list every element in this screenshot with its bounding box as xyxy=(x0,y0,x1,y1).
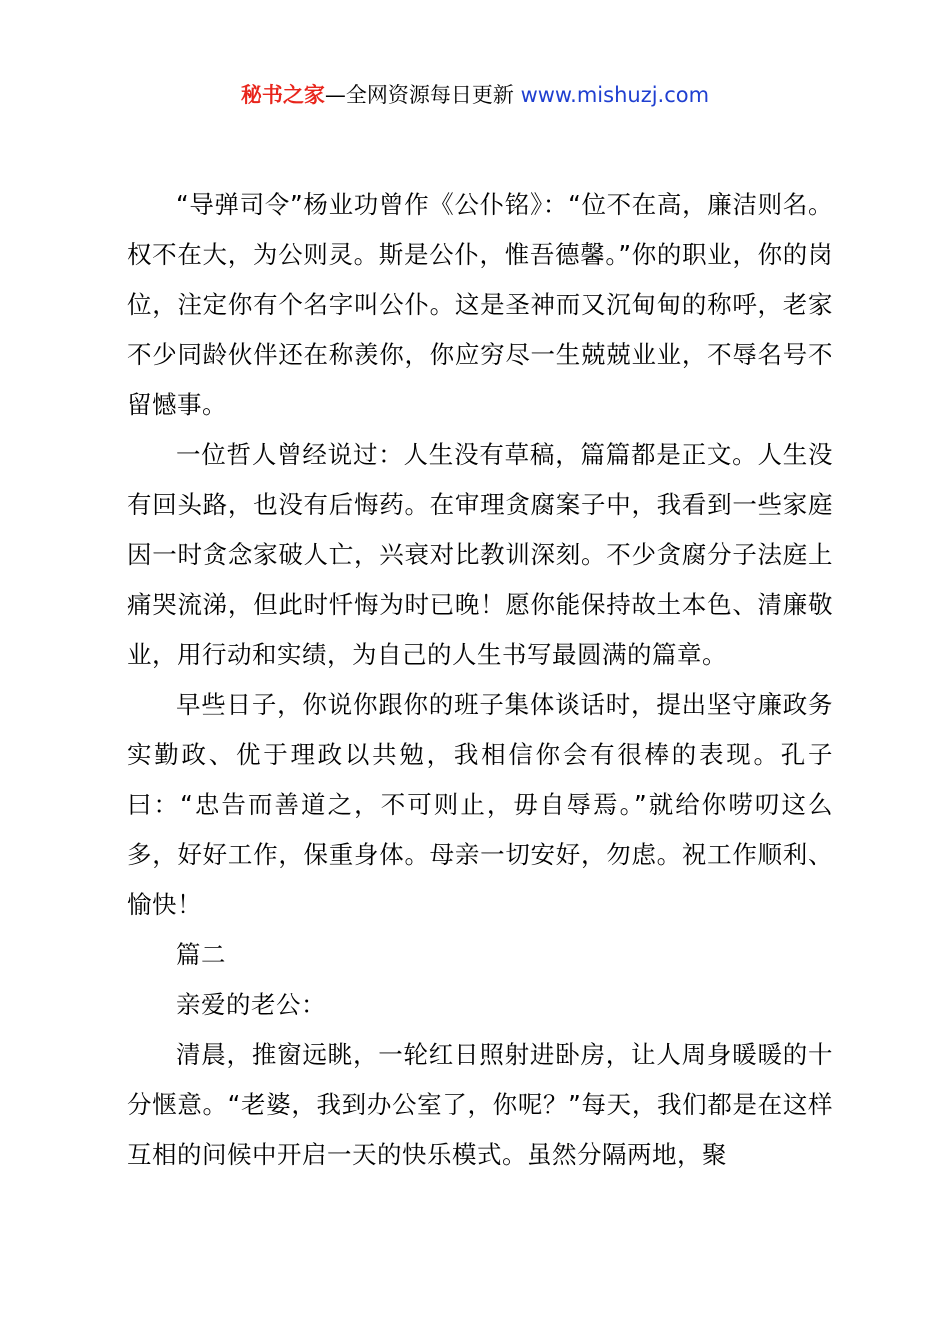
site-url-link[interactable]: www.mishuzj.com xyxy=(520,83,710,107)
body-paragraph: 一位哲人曾经说过：人生没有草稿，篇篇都是正文。人生没有回头路，也没有后悔药。在审理贪腐案子中，我看到一些家庭因一时贪念家破人亡，兴衰对比教训深刻。不少贪腐分子法庭上痛哭流涕，但此时忏悔为时已晚！愿你能保持故土本色、清廉敬业，用行动和实绩，为自己的人生书写最圆满的篇章。 xyxy=(127,440,833,669)
section-heading: 篇二 xyxy=(176,940,226,969)
body-paragraph: 清晨，推窗远眺，一轮红日照射进卧房，让人周身暖暖的十分惬意。“老婆，我到办公室了，你呢？”每天，我们都是在这样互相的问候中开启一天的快乐模式。虽然分隔两地，聚 xyxy=(127,1040,833,1169)
page-header xyxy=(0,80,950,110)
brand-name: 秘书之家 xyxy=(240,83,325,107)
letter-salutation: 亲爱的老公： xyxy=(176,990,326,1019)
body-paragraph: “导弹司令”杨业功曾作《公仆铭》：“位不在高，廉洁则名。权不在大，为公则灵。斯是公仆，惟吾德馨。”你的职业，你的岗位，注定你有个名字叫公仆。这是圣神而又沉甸甸的称呼，老家不少同龄伙伴还在称羡你，你应穷尽一生兢兢业业，不辱名号不留憾事。 xyxy=(127,190,833,419)
body-paragraph: 早些日子，你说你跟你的班子集体谈话时，提出坚守廉政务实勤政、优于理政以共勉，我相信你会有很棒的表现。孔子曰：“忠告而善道之，不可则止，毋自辱焉。”就给你唠叨这么多，好好工作，保重身体。母亲一切安好，勿虑。祝工作顺利、愉快！ xyxy=(127,690,833,919)
document-body xyxy=(127,180,833,1180)
header-tagline: —全网资源每日更新 xyxy=(324,83,514,107)
